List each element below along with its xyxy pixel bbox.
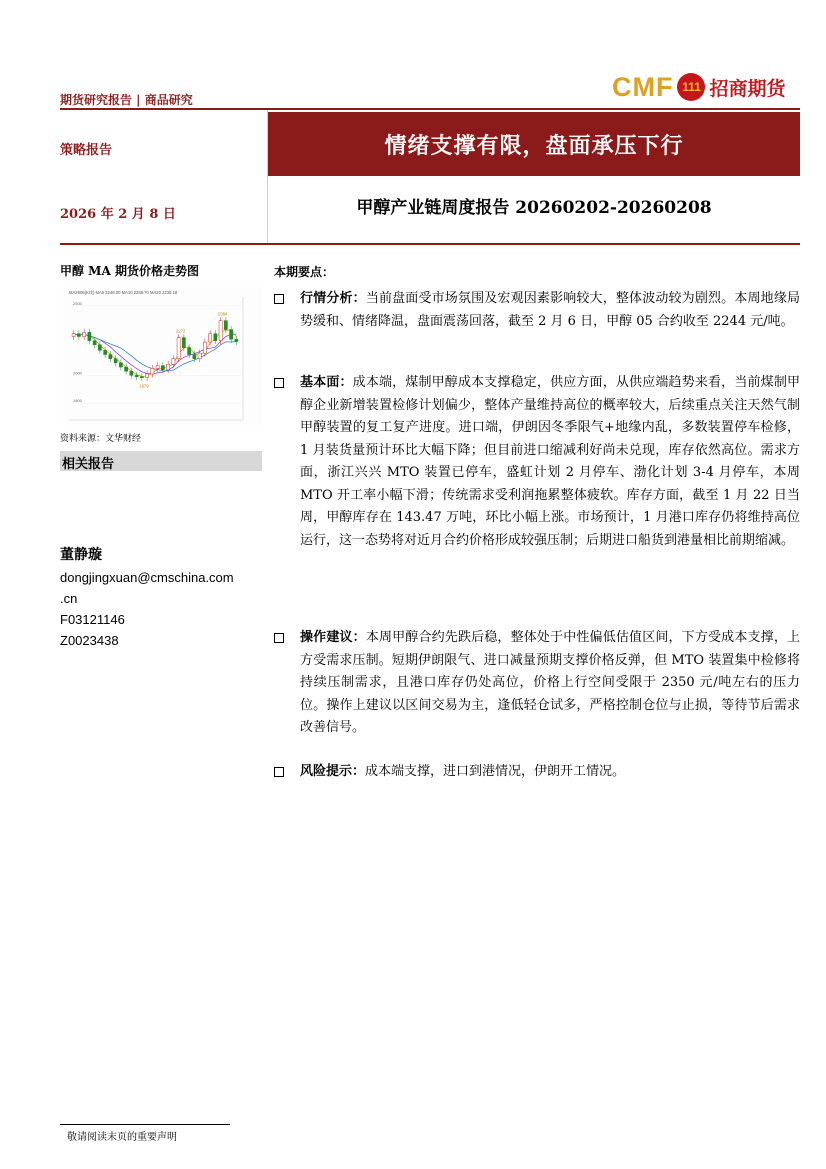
chart-annotation: 2272 bbox=[176, 328, 186, 334]
related-reports-title: 相关报告 bbox=[62, 457, 115, 472]
candle-body bbox=[140, 377, 143, 378]
candle-body bbox=[230, 330, 233, 340]
candle-body bbox=[161, 366, 164, 370]
candle-body bbox=[214, 334, 217, 341]
candle-body bbox=[224, 321, 227, 330]
candle-body bbox=[119, 363, 122, 367]
candle-body bbox=[203, 342, 206, 353]
candle-body bbox=[198, 353, 201, 359]
related-reports-bar bbox=[60, 451, 262, 471]
candle-body bbox=[72, 334, 75, 337]
candle-body bbox=[209, 334, 212, 342]
logo-company-name: 招商期货 bbox=[709, 77, 786, 100]
author-email-cont[interactable]: .cn bbox=[60, 591, 78, 606]
candle-body bbox=[177, 338, 180, 359]
report-type: 策略报告 bbox=[60, 143, 113, 158]
y-tick-label: 2000 bbox=[73, 370, 82, 376]
candle-body bbox=[167, 364, 170, 370]
section-label: 操作建议： bbox=[300, 630, 366, 645]
candle-body bbox=[235, 339, 238, 341]
section-label: 基本面： bbox=[300, 375, 353, 390]
candle-body bbox=[130, 371, 133, 375]
candle-body bbox=[182, 338, 185, 348]
candle-body bbox=[156, 366, 159, 369]
candle-body bbox=[219, 321, 222, 341]
candle-body bbox=[114, 359, 117, 363]
checkbox-bullet-icon bbox=[274, 378, 284, 388]
section-risk-warning bbox=[274, 761, 800, 784]
report-category: 期货研究报告 | 商品研究 bbox=[60, 93, 193, 107]
section-fundamentals bbox=[274, 372, 800, 552]
section-market-analysis bbox=[274, 288, 800, 333]
checkbox-bullet-icon bbox=[274, 633, 284, 643]
candle-body bbox=[151, 368, 154, 374]
checkbox-bullet-icon bbox=[274, 767, 284, 777]
section-label: 行情分析： bbox=[300, 291, 366, 306]
author-email[interactable]: dongjingxuan@cmschina.com bbox=[60, 570, 234, 585]
key-points-title: 本期要点： bbox=[274, 265, 335, 279]
report-date: 2026 年 2 月 8 日 bbox=[60, 207, 176, 222]
section-text: 本周甲醇合约先跌后稳，整体处于中性偏低估值区间，下方受成本支撑，上方受需求压制。短期伊朗限气、进口减量预期支撑价格反弹，但 MTO 装置集中检修将持续压制需求，且港口库存仍处高位，价格上行空间受限于 2350 元/吨左右的压力位。操作上建议以区间交易为主，逢低轻仓试多，严格控制仓位与止损，等待节后需求改善信号。 bbox=[300, 630, 800, 735]
candle-body bbox=[83, 332, 86, 336]
moving-average-line-3 bbox=[74, 334, 237, 371]
checkbox-bullet-icon bbox=[274, 294, 284, 304]
section-text: 当前盘面受市场氛围及宏观因素影响较大，整体波动较为剧烈。本周地缘局势缓和、情绪降温，盘面震荡回落，截至 2 月 6 日，甲醇 05 合约收至 2244 元/吨。 bbox=[300, 291, 800, 329]
candle-body bbox=[98, 345, 101, 351]
chart-title: 甲醇 MA 期货价格走势图 bbox=[60, 264, 199, 278]
report-subtitle: 甲醇产业链周度报告 20260202-20260208 bbox=[356, 198, 712, 218]
candle-body bbox=[188, 348, 191, 355]
author-license-z: Z0023438 bbox=[60, 633, 119, 648]
candle-body bbox=[146, 374, 149, 377]
chart-annotation: 1979 bbox=[139, 383, 149, 389]
subtitle-rule bbox=[60, 243, 800, 245]
report-title: 情绪支撑有限，盘面承压下行 bbox=[384, 132, 684, 159]
candle-body bbox=[125, 367, 128, 371]
section-text: 成本端支撑，进口到港情况，伊朗开工情况。 bbox=[365, 764, 626, 779]
moving-average-line-2 bbox=[74, 334, 237, 374]
price-chart-svg bbox=[63, 283, 263, 428]
company-logo bbox=[612, 70, 802, 104]
price-chart bbox=[63, 283, 263, 428]
candle-body bbox=[193, 355, 196, 359]
section-text: 成本端，煤制甲醇成本支撑稳定，供应方面，从供应端趋势来看，当前煤制甲醇企业新增装置检修计划偏少，整体产量维持高位的概率较大，后续重点关注天然气制甲醇装置的复工复产进度。进口端，伊朗因冬季限气+地缘内乱，多数装置停车检修，1 月装货量预计环比大幅下降；但目前进口缩减利好尚未兑现，库存依然高位。需求方面，浙江兴兴 MTO 装置已停车，盛虹计划 2 月停车、渤化计划 3-4 月停车，本周 MTO 开工率小幅下滑；传统需求受利润拖累整体疲软。库存方面，截至 1 月 22 日当周，甲醇库存在 143.47 万吨，环比小幅上涨。市场预计，1 月港口库存仍将维持高位运行，这一态势将对近月合约价格形成较强压制；后期进口船货到港量相比前期缩减。 bbox=[300, 375, 800, 548]
section-trading-advice bbox=[274, 627, 800, 740]
y-tick-label: 1800 bbox=[73, 398, 82, 404]
footer-disclaimer: 敬请阅读末页的重要声明 bbox=[67, 1132, 177, 1143]
candle-body bbox=[88, 332, 91, 340]
candle-body bbox=[109, 355, 112, 359]
y-tick-label: 2500 bbox=[73, 300, 82, 306]
candle-body bbox=[104, 350, 107, 354]
header-rule bbox=[60, 108, 800, 110]
candle-body bbox=[172, 359, 175, 365]
logo-mark-icon: 111 bbox=[677, 73, 705, 101]
section-label: 风险提示： bbox=[300, 764, 366, 779]
chart-annotation: 2394 bbox=[218, 311, 228, 317]
chart-source: 资料来源：文华财经 bbox=[60, 434, 142, 444]
footer-rule bbox=[60, 1124, 230, 1125]
candle-body bbox=[93, 341, 96, 345]
author-name: 董静璇 bbox=[60, 547, 102, 563]
author-license-f: F03121146 bbox=[60, 612, 125, 627]
chart-header-text: MA2605(K线) MA5 2248.00 MA10 2285.70 MA20 2235.18 bbox=[69, 290, 178, 295]
logo-cmf-text: CMF bbox=[612, 71, 674, 102]
title-band bbox=[268, 112, 800, 176]
candle-body bbox=[135, 375, 138, 376]
candle-body bbox=[77, 334, 80, 337]
